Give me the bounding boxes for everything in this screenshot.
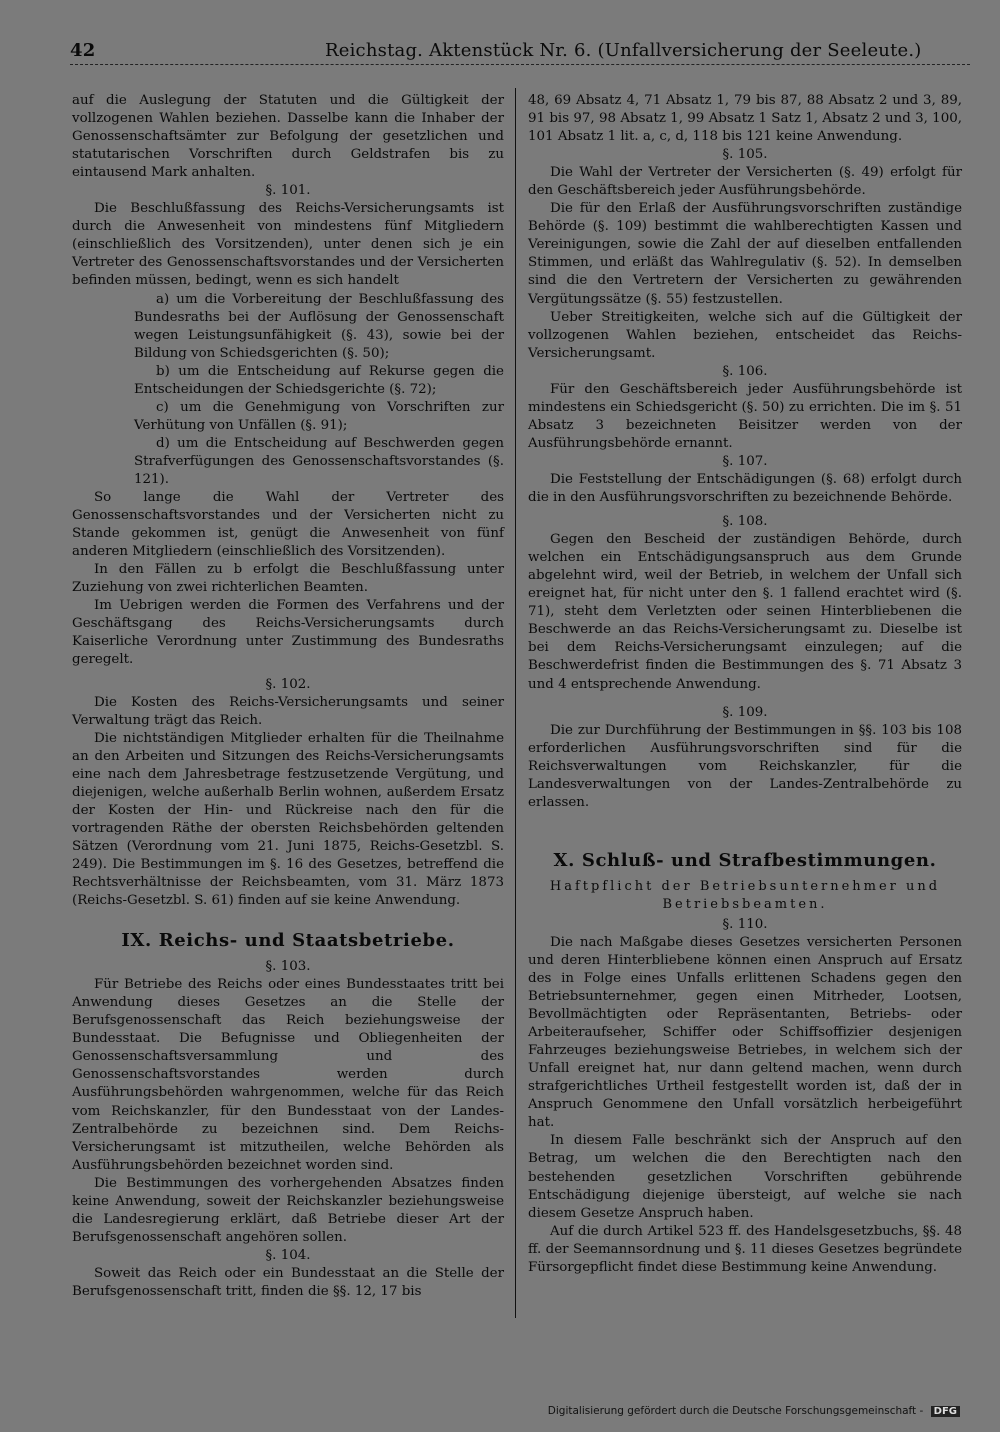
paragraph: Die Kosten des Reichs-Versicherungsamts und seiner Verwaltung trägt das Reich. [72, 694, 504, 728]
section-heading: §. 104. [265, 1247, 311, 1263]
paragraph: Auf die durch Artikel 523 ff. des Handelsgesetzbuchs, §§. 48 ff. der Seemannsordnung und §. 11 dieses Gesetzes begründete Fürsorgepflicht findet diese Bestimmung keine Anwendung. [528, 1223, 962, 1275]
section-heading: §. 108. [722, 514, 768, 530]
column-divider [515, 88, 516, 1318]
paragraph: Die Beschlußfassung des Reichs-Versicherungsamts ist durch die Anwesenheit von mindestens fünf Mitgliedern (einschließlich des Vorsitzenden), unter denen sich je ein Vertreter des Genossenschaftsvorstandes und der Versicherten befinden müssen, bedingt, wenn es sich handelt [72, 201, 504, 289]
page-number: 42 [70, 40, 96, 61]
list-item: b) um die Entscheidung auf Rekurse gegen die Entscheidungen der Schiedsgerichte (§. 72); [134, 363, 504, 397]
paragraph: So lange die Wahl der Vertreter des Genossenschaftsvorstandes und der Versicherten nicht zu Stande gekommen ist, genügt die Anwesenheit von fünf anderen Mitgliedern (einschließlich des Vorsitzenden). [72, 490, 504, 560]
section-heading: §. 105. [722, 147, 768, 163]
paragraph: Die Wahl der Vertreter der Versicherten (§. 49) erfolgt für den Geschäftsbereich jeder Ausführungsbehörde. [528, 165, 962, 199]
page-header [70, 40, 970, 68]
paragraph: Die nichtständigen Mitglieder erhalten für die Theilnahme an den Arbeiten und Sitzungen des Reichs-Versicherungsamts eine nach dem Jahresbetrage festzusetzende Vergütung, und diejenigen, welche außerhalb Berlin wohnen, außerdem Ersatz der Kosten der Hin- und Rückreise nach den für die vortragenden Räthe der obersten Reichsbehörden geltenden Sätzen (Verordnung vom 21. Juni 1875, Reichs-Gesetzbl. S. 249). Die Bestimmungen im §. 16 des Gesetzes, betreffend die Rechtsverhältnisse der Reichsbeamten, vom 31. März 1873 (Reichs-Gesetzbl. S. 61) finden auf sie keine Anwendung. [72, 730, 504, 909]
paragraph: In den Fällen zu b erfolgt die Beschlußfassung unter Zuziehung von zwei richterlichen Beamten. [72, 562, 504, 596]
paragraph: Die zur Durchführung der Bestimmungen in §§. 103 bis 108 erforderlichen Ausführungsvorschriften sind für die Reichsverwaltungen vom Reichskanzler, für die Landesverwaltungen von der Landes-Zentralbehörde zu erlassen. [528, 722, 962, 810]
paragraph: In diesem Falle beschränkt sich der Anspruch auf den Betrag, um welchen die den Berechtigten nach den bestehenden gesetzlichen Vorschriften gebührende Entschädigung diejenige übersteigt, auf welche sie nach diesem Gesetze Anspruch haben. [528, 1133, 962, 1221]
section-heading: §. 107. [722, 453, 768, 469]
list-item: a) um die Vorbereitung der Beschlußfassung des Bundesraths bei der Auflösung der Genossenschaft wegen Leistungsunfähigkeit (§. 43), sowie bei der Bildung von Schiedsgerichten (§. 50); [134, 291, 504, 361]
chapter-heading: X. Schluß- und Strafbestimmungen. [553, 849, 937, 871]
credit-text: Digitalisierung gefördert durch die Deutsche Forschungsgemeinschaft - [547, 1405, 924, 1417]
list-item: c) um die Genehmigung von Vorschriften zur Verhütung von Unfällen (§. 91); [134, 399, 504, 433]
paragraph: Gegen den Bescheid der zuständigen Behörde, durch welchen ein Entschädigungsanspruch aus dem Grunde abgelehnt wird, weil der Betrieb, in welchem der Unfall sich ereignet hat, für nicht unter den §. 1 fallend erachtet wird (§. 71), steht dem Verletzten oder seinen Hinterbliebenen die Beschwerde an das Reichs-Versicherungsamt zu. Dieselbe ist bei dem Reichs-Versicherungsamt einzulegen; auf die Beschwerdefrist finden die Bestimmungen des §. 71 Absatz 3 und 4 entsprechende Anwendung. [528, 532, 962, 692]
section-heading: §. 101. [265, 183, 311, 199]
paragraph: Für den Geschäftsbereich jeder Ausführungsbehörde ist mindestens ein Schiedsgericht (§. 50) zu errichten. Die im §. 51 Absatz 3 bezeichneten Beisitzer werden von der Ausführungsbehörde ernannt. [528, 381, 962, 451]
paragraph: Die Feststellung der Entschädigungen (§. 68) erfolgt durch die in den Ausführungsvorschriften zu bezeichnende Behörde. [528, 471, 962, 506]
paragraph: Soweit das Reich oder ein Bundesstaat an die Stelle der Berufsgenossenschaft tritt, finden die §§. 12, 17 bis [72, 1265, 504, 1299]
left-column [72, 92, 504, 1301]
section-heading: §. 110. [722, 916, 768, 932]
section-heading: §. 109. [722, 704, 768, 720]
digitization-credit [548, 1405, 960, 1417]
section-heading: §. 106. [722, 363, 768, 379]
paragraph: Die für den Erlaß der Ausführungsvorschriften zuständige Behörde (§. 109) bestimmt die wahlberechtigten Kassen und Vereinigungen, sowie die Zahl der auf dieselben entfallenden Stimmen, und erläßt das Wahlregulativ (§. 52). In demselben sind die den Vertretern der Versicherten zu gewährenden Vergütungssätze (§. 55) festzustellen. [528, 201, 962, 307]
header-rule [70, 64, 970, 65]
paragraph: Die Bestimmungen des vorhergehenden Absatzes finden keine Anwendung, soweit der Reichskanzler beziehungsweise die Landesregierung erklärt, daß Betriebe dieser Art der Berufsgenossenschaft angehören sollen. [72, 1175, 504, 1245]
list-item: d) um die Entscheidung auf Beschwerden gegen Strafverfügungen des Genossenschaftsvorstandes (§. 121). [134, 435, 504, 487]
running-title: Reichstag. Aktenstück Nr. 6. (Unfallversicherung der Seeleute.) [325, 40, 922, 61]
paragraph: Ueber Streitigkeiten, welche sich auf die Gültigkeit der vollzogenen Wahlen beziehen, entscheidet das Reichs-Versicherungsamt. [528, 309, 962, 361]
paragraph: Im Uebrigen werden die Formen des Verfahrens und der Geschäftsgang des Reichs-Versicherungsamts durch Kaiserliche Verordnung unter Zustimmung des Bundesraths geregelt. [72, 598, 504, 668]
chapter-heading: IX. Reichs- und Staatsbetriebe. [121, 930, 455, 952]
dfg-logo: DFG [931, 1406, 960, 1417]
paragraph: auf die Auslegung der Statuten und die Gültigkeit der vollzogenen Wahlen beziehen. Dasselbe kann die Inhaber der Genossenschaftsämter zur Befolgung der gesetzlichen und statutarischen Vorschriften durch Geldstrafen bis zu eintausend Mark anhalten. [72, 93, 504, 181]
subheading: Haftpflicht der Betriebsunternehmer und Betriebsbeamten. [549, 878, 941, 912]
paragraph: Für Betriebe des Reichs oder eines Bundesstaates tritt bei Anwendung dieses Gesetzes an die Stelle der Berufsgenossenschaft das Reich beziehungsweise der Bundesstaat. Die Befugnisse und Obliegenheiten der Genossenschaftsversammlung und des Genossenschaftsvorstandes werden durch Ausführungsbehörden wahrgenommen, welche für das Reich vom Reichskanzler, für den Bundesstaat von der Landes-Zentralbehörde zu bezeichnen sind. Dem Reichs-Versicherungsamt ist mitzutheilen, welche Behörden als Ausführungsbehörden bezeichnet worden sind. [72, 977, 504, 1173]
section-heading: §. 102. [265, 676, 311, 692]
right-column [528, 92, 962, 1277]
paragraph: 48, 69 Absatz 4, 71 Absatz 1, 79 bis 87, 88 Absatz 2 und 3, 89, 91 bis 97, 98 Absatz 1, 99 Absatz 1 Satz 1, Absatz 2 und 3, 100, 101 Absatz 1 lit. a, c, d, 118 bis 121 keine Anwendung. [528, 93, 962, 145]
section-heading: §. 103. [265, 959, 311, 975]
paragraph: Die nach Maßgabe dieses Gesetzes versicherten Personen und deren Hinterbliebene können einen Anspruch auf Ersatz des in Folge eines Unfalls erlittenen Schadens gegen den Betriebsunternehmer, gegen einen Mitrheder, Lootsen, Bevollmächtigten oder Repräsentanten, Betriebs- oder Arbeiteraufseher, Schiffer oder Schiffsoffizier desjenigen Fahrzeuges beziehungsweise Betriebes, in welchem sich der Unfall ereignet hat, nur dann geltend machen, wenn durch strafgerichtliches Urtheil festgestellt worden ist, daß der in Anspruch Genommene den Unfall vorsätzlich herbeigeführt hat. [528, 934, 962, 1131]
